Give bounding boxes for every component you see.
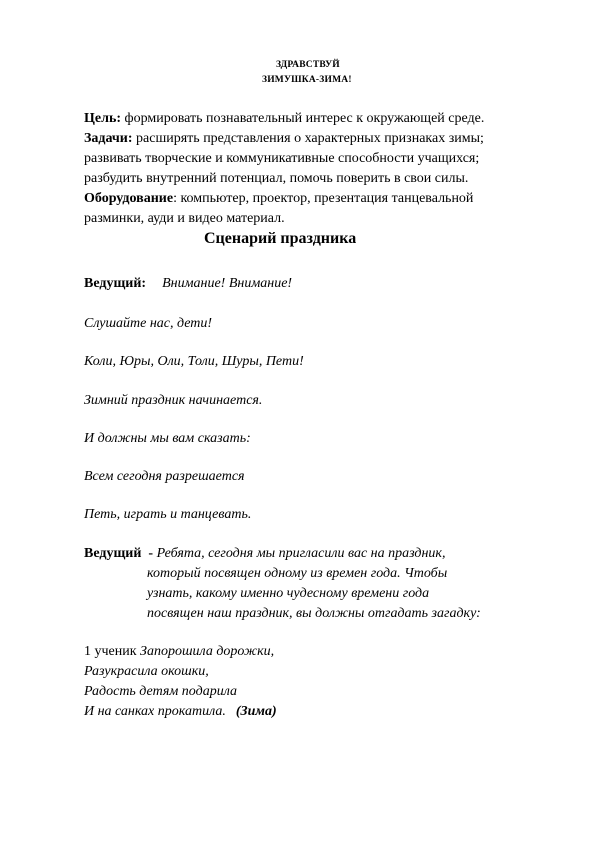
tasks-line-3: разбудить внутренний потенциал, помочь поверить в свои силы. bbox=[84, 171, 469, 186]
scenario-title: Сценарий праздника bbox=[204, 230, 357, 247]
host2-label: Ведущий bbox=[84, 546, 142, 561]
tasks-paragraph bbox=[84, 130, 484, 147]
poem-line-2: Коли, Юры, Оли, Толи, Шуры, Пети! bbox=[84, 354, 304, 369]
equipment-label: Оборудование bbox=[84, 191, 174, 206]
equipment-text: : компьютер, проектор, презентация танцевальной bbox=[173, 191, 474, 206]
riddle-line-3: Радость детям подарила bbox=[84, 684, 237, 699]
host2-text-1: Ребята, сегодня мы пригласили вас на праздник, bbox=[156, 546, 446, 561]
riddle-line-4: И на санках прокатила. (Зима) bbox=[84, 704, 277, 719]
tasks-text: расширять представления о характерных признаках зимы; bbox=[132, 131, 484, 146]
riddle-answer: (Зима) bbox=[235, 704, 277, 719]
riddle-line-1 bbox=[84, 643, 274, 660]
tasks-label: Задачи: bbox=[84, 131, 133, 146]
poem-line-5: Всем сегодня разрешается bbox=[84, 469, 245, 484]
riddle-line-2: Разукрасила окошки, bbox=[84, 664, 209, 679]
goal-text: формировать познавательный интерес к окружающей среде. bbox=[121, 111, 485, 126]
host2-line-4: посвящен наш праздник, вы должны отгадать загадку: bbox=[147, 606, 481, 621]
poem-line-6: Петь, играть и танцевать. bbox=[84, 507, 252, 522]
tasks-line-2: развивать творческие и коммуникативные способности учащихся; bbox=[84, 151, 480, 166]
riddle-speaker: 1 ученик bbox=[84, 644, 141, 659]
equipment-paragraph bbox=[84, 190, 473, 207]
goal-paragraph bbox=[84, 110, 484, 127]
riddle-text-1: Запорошила дорожки, bbox=[140, 644, 275, 659]
goal-label: Цель: bbox=[84, 111, 122, 126]
host2-line-3: узнать, какому именно чудесному времени года bbox=[147, 586, 430, 601]
host-label: Ведущий: bbox=[84, 276, 147, 291]
host-line-1 bbox=[84, 275, 292, 292]
equipment-line-2: разминки, ауди и видео материал. bbox=[84, 211, 285, 226]
poem-line-1: Слушайте нас, дети! bbox=[84, 316, 213, 331]
host2-dash: - bbox=[141, 546, 157, 561]
header-line-1: ЗДРАВСТВУЙ bbox=[276, 60, 340, 70]
poem-line-4: И должны мы вам сказать: bbox=[84, 431, 251, 446]
poem-line-3: Зимний праздник начинается. bbox=[84, 393, 263, 408]
header-line-2: ЗИМУШКА-ЗИМА! bbox=[262, 75, 352, 85]
host2-line-2: который посвящен одному из времен года. Чтобы bbox=[147, 566, 448, 581]
host2-line-1 bbox=[84, 545, 445, 562]
host-text: Внимание! Внимание! bbox=[162, 276, 293, 291]
